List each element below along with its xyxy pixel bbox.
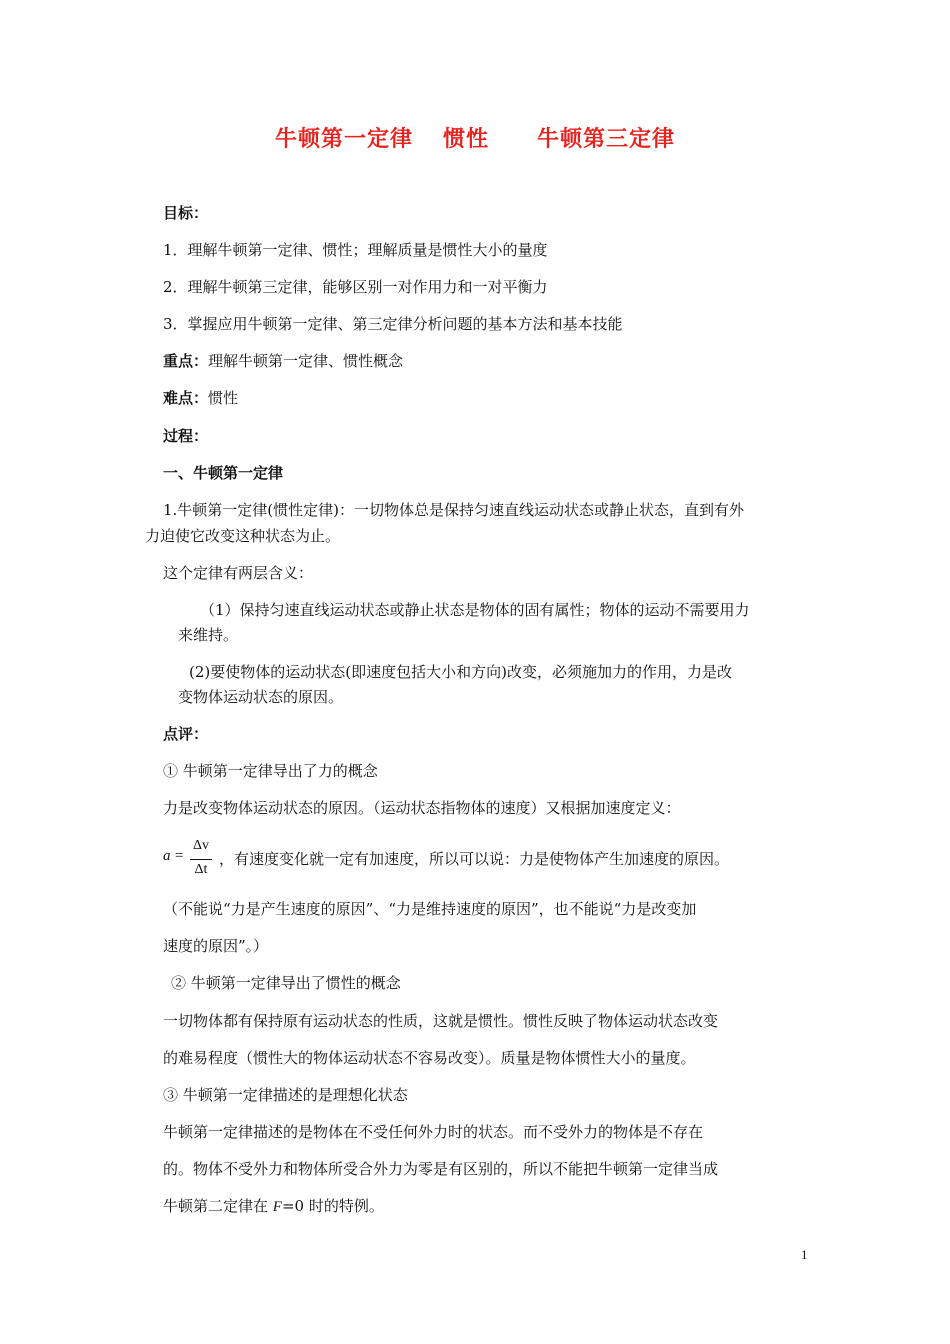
title-part-1: 牛顿第一定律: [274, 127, 413, 152]
formula-variable-a: a: [163, 848, 171, 864]
meaning-line: 来维持。: [178, 626, 239, 644]
definition-line: 1.牛顿第一定律(惯性定律)：一切物体总是保持匀速直线运动状态或静止状态，直到有外: [163, 501, 745, 519]
key-point: [163, 349, 403, 373]
formula-equals: =: [175, 848, 184, 864]
comment-note-line: （不能说“力是产生速度的原因”、“力是维持速度的原因”，也不能说“力是改变加: [163, 900, 697, 918]
comment-text: 一切物体都有保持原有运动状态的性质，这就是惯性。惯性反映了物体运动状态改变: [163, 1012, 719, 1030]
comment-title: ② 牛顿第一定律导出了惯性的概念: [171, 974, 401, 992]
section-heading: 一、牛顿第一定律: [163, 464, 284, 482]
formula-denominator: Δt: [194, 862, 208, 877]
key-point-text: 理解牛顿第一定律、惯性概念: [208, 352, 404, 370]
comment-text-pre: 牛顿第二定律在: [163, 1197, 273, 1215]
page-number: 1: [801, 1247, 808, 1262]
meaning-line: 变物体运动状态的原因。: [178, 688, 344, 706]
title-part-2: 惯性: [442, 127, 489, 152]
process-label: 过程：: [163, 427, 209, 445]
fraction-bar: [190, 859, 212, 860]
comment-title: ① 牛顿第一定律导出了力的概念: [163, 762, 378, 780]
formula-numerator: Δv: [192, 838, 209, 853]
meaning-intro: 这个定律有两层含义：: [163, 564, 314, 582]
definition-line: 力迫使它改变这种状态为止。: [145, 527, 341, 545]
difficulty-label: 难点：: [163, 389, 209, 407]
formula-explanation: ，有速度变化就一定有加速度，所以可以说：力是使物体产生加速度的原因。: [219, 850, 730, 868]
comment-note-line: 速度的原因”。）: [163, 937, 269, 955]
difficulty-text: 惯性: [208, 389, 239, 407]
difficulty: [163, 386, 238, 410]
objective-item: 1．理解牛顿第一定律、惯性；理解质量是惯性大小的量度: [163, 241, 548, 259]
meaning-line: (2)要使物体的运动状态(即速度包括大小和方向)改变，必须施加力的作用，力是改: [189, 663, 732, 681]
key-point-label: 重点：: [163, 352, 209, 370]
comment-text: 的难易程度（惯性大的物体运动状态不容易改变）。质量是物体惯性大小的量度。: [163, 1049, 696, 1067]
comment-text-post: =0 时的特例。: [281, 1197, 384, 1215]
comment-text: 的。物体不受外力和物体所受合外力为零是有区别的，所以不能把牛顿第一定律当成: [163, 1160, 719, 1178]
objective-item: 2．理解牛顿第三定律，能够区别一对作用力和一对平衡力: [163, 278, 548, 296]
objectives-heading: 目标：: [163, 204, 209, 222]
force-variable: F: [272, 1199, 282, 1215]
title-part-3: 牛顿第三定律: [537, 127, 676, 152]
objective-item: 3．掌握应用牛顿第一定律、第三定律分析问题的基本方法和基本技能: [163, 315, 623, 333]
comment-label: 点评：: [163, 725, 209, 743]
page-title: [0, 122, 950, 153]
meaning-line: （1）保持匀速直线运动状态或静止状态是物体的固有属性；物体的运动不需要用力: [200, 601, 750, 619]
comment-text: [163, 1194, 384, 1219]
comment-title: ③ 牛顿第一定律描述的是理想化状态: [163, 1086, 408, 1104]
comment-text: 力是改变物体运动状态的原因。（运动状态指物体的速度）又根据加速度定义：: [163, 799, 681, 817]
comment-text: 牛顿第一定律描述的是物体在不受任何外力时的状态。而不受外力的物体是不存在: [163, 1123, 704, 1141]
